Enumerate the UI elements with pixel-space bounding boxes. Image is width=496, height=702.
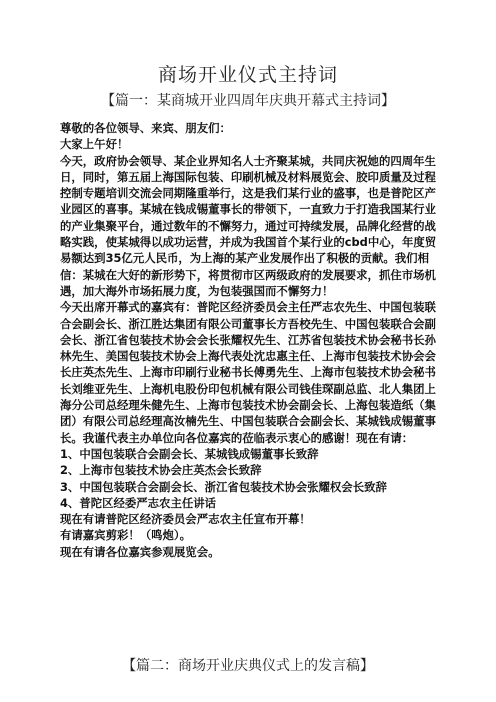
section-1-heading: 【篇一：某商城开业四周年庆典开幕式主持词】 (101, 93, 395, 109)
paragraph-ribbon: 有请嘉宾剪彩！（鸣炮）。 (60, 528, 191, 543)
document-title: 商场开业仪式主持词 (157, 64, 338, 86)
paragraph-visit: 现在有请各位嘉宾参观展览会。 (60, 544, 220, 559)
document-body (60, 120, 440, 560)
list-item: 2、上海市包装技术协会庄英杰会长致辞 (60, 463, 262, 478)
greeting: 大家上午好！ (60, 137, 129, 152)
paragraph-guests: 今天出席开幕式的嘉宾有：普陀区经济委员会主任严志农先生、中国包装联合会副会长、浙江胜达集团有限公司董事长方吾校先生、中国包装联合会副会长、浙江省包装技术协会会长张耀权先生、江苏省包装技术协会秘书长孙林先生、美国包装技术协会上海代表处沈忠惠主任、上海市包装技术协会会长庄英杰先生、上海市印刷行业秘书长傅勇先生、上海市包装技术协会秘书长刘维亚先生、上海机电股份印包机械有限公司钱佳琛副总监、北人集团上海分公司总经理朱健先生、上海市包装技术协会副会长、上海包装造纸（集团）有限公司总经理高汝楠先生、中国包装联合会副会长、某城钱成锡董事长。我谨代表主办单位向各位嘉宾的莅临表示衷心的感谢！现在有请： (60, 300, 436, 445)
list-item: 3、中国包装联合会副会长、浙江省包装技术协会张耀权会长致辞 (60, 479, 387, 494)
paragraph-intro: 今天，政府协会领导、某企业界知名人士齐聚某城，共同庆祝她的四周年生日，同时，第五届上海国际包装、印刷机械及材料展览会、胶印质量及过程控制专题培训交流会同期隆重举行，这是我们某行业的盛事，也是普陀区产业园区的喜事。某城在钱成锡董事长的带领下，一直致力于打造我国某行业的产业集聚平台，通过数年的不懈努力，通过可持续发展，品牌化经营的战略实践，使某城得以成功运营，并成为我国首个某行业的cbd中心，年度贸易额达到35亿元人民币，为上海的某产业发展作出了积极的贡献。我们相信：某城在大好的新形势下，将贯彻市区两级政府的发展要求，抓住市场机遇，加大海外市场拓展力度，为包装强国而不懈努力！ (60, 153, 437, 298)
list-item: 4、普陀区经委严志农主任讲话 (60, 495, 217, 510)
section-2-heading: 【篇二：商场开业庆典仪式上的发言稿】 (122, 658, 374, 674)
list-item: 1、中国包装联合会副会长、某城钱成锡董事长致辞 (60, 446, 319, 461)
paragraph-opening: 现在有请普陀区经济委员会严志农主任宣布开幕！ (60, 512, 311, 527)
salutation: 尊敬的各位领导、来宾、朋友们： (60, 121, 231, 135)
